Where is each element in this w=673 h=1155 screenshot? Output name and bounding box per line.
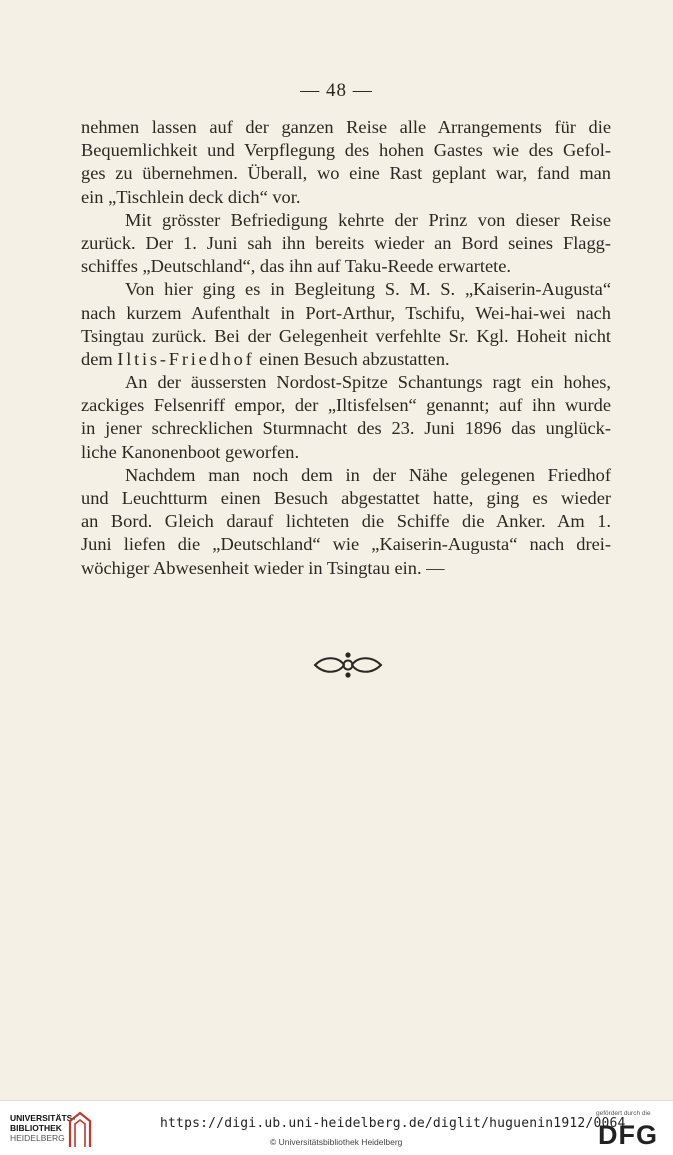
permalink-url[interactable]: https://digi.ub.uni-heidelberg.de/diglit/huguenin1912/0064	[160, 1116, 626, 1131]
page-number: — 48 —	[300, 80, 373, 101]
text-line: liche Kanonenboot geworfen.	[81, 441, 300, 462]
text-line: und Leuchtturm einen Besuch abgestattet hatte, ging es wieder	[81, 488, 611, 508]
text-line: Bequemlichkeit und Verpflegung des hohen Gastes wie des Gefol-	[81, 140, 611, 161]
text-line: in jener schrecklichen Sturmnacht des 23. Juni 1896 das unglück-	[81, 418, 611, 439]
spaced-place-name: Iltis-Friedhof	[117, 348, 255, 369]
text-segment: einen Besuch abzustatten.	[254, 348, 450, 369]
copyright-notice: © Universitätsbibliothek Heidelberg	[270, 1137, 403, 1147]
text-line: schiffes „Deutschland“, das ihn auf Taku-Reede erwartete.	[81, 256, 512, 277]
library-name-line: BIBLIOTHEK	[10, 1123, 62, 1133]
text-line: Mit grösster Befriedigung kehrte der Prinz von dieser Reise	[125, 209, 611, 230]
text-line	[81, 348, 611, 371]
text-segment: dem	[81, 348, 118, 369]
dfg-logo: DFG	[598, 1120, 658, 1150]
text-line: zackiges Felsenriff empor, der „Iltisfelsen“ genannt; auf ihn wurde	[81, 395, 611, 416]
text-line: Juni liefen die „Deutschland“ wie „Kaiserin-Augusta“ nach drei-	[81, 534, 611, 555]
digitization-footer	[0, 1100, 673, 1155]
text-line: Tsingtau zurück. Bei der Gelegenheit verfehlte Sr. Kgl. Hoheit nicht	[81, 325, 611, 346]
text-line: wöchiger Abwesenheit wieder in Tsingtau ein. —	[81, 557, 445, 578]
text-line: Nachdem man noch dem in der Nähe gelegenen Friedhof	[125, 464, 611, 485]
text-line: ges zu übernehmen. Überall, wo eine Rast geplant war, fand man	[81, 163, 611, 184]
text-line: nehmen lassen auf der ganzen Reise alle Arrangements für die	[81, 117, 611, 137]
text-line: ein „Tischlein deck dich“ vor.	[81, 186, 301, 207]
text-line: zurück. Der 1. Juni sah ihn bereits wieder an Bord seines Flagg-	[81, 232, 611, 253]
text-line: an Bord. Gleich darauf lichteten die Schiffe die Anker. Am 1.	[81, 511, 611, 532]
library-name-line: HEIDELBERG	[10, 1133, 65, 1143]
library-logo-icon	[66, 1111, 94, 1149]
page-body-text	[81, 116, 611, 580]
text-line: An der äussersten Nordost-Spitze Schantungs ragt ein hohes,	[125, 372, 611, 393]
text-line: nach kurzem Aufenthalt in Port-Arthur, Tschifu, Wei-hai-wei nach	[81, 302, 611, 323]
funding-note: gefördert durch die	[596, 1110, 651, 1117]
ornament-divider-icon	[313, 651, 383, 679]
text-line: Von hier ging es in Begleitung S. M. S. „Kaiserin-Augusta“	[125, 279, 611, 300]
library-name-line: UNIVERSITÄTS-	[10, 1113, 76, 1123]
